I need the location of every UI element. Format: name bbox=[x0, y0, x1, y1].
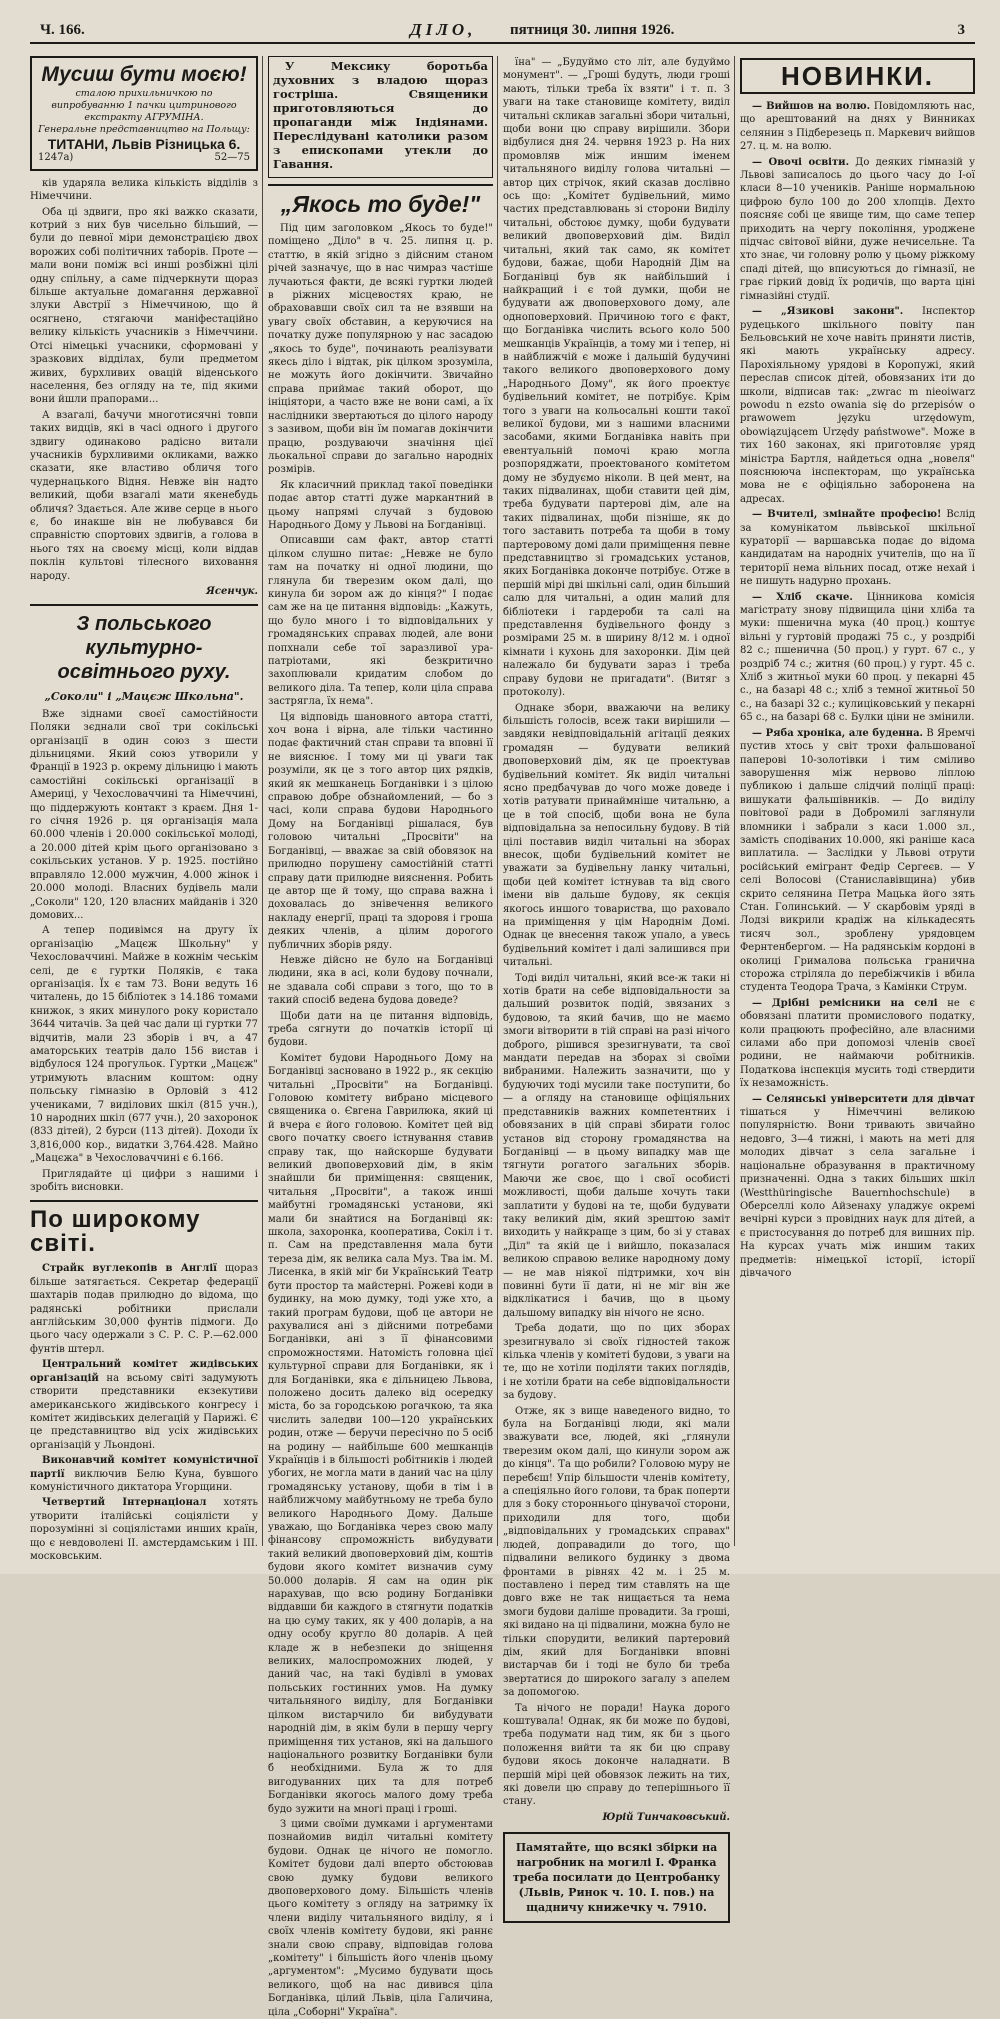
column-3 bbox=[503, 56, 730, 1915]
paragraph: Вже зіднами своєї самостійности Поляки зєднали свої три сокільські організації в один союз з шести дільницями. Який союз утворили у Франції в 1923 р. окрему дільницю і мають самостійні сокільські організації в Америці, у Чехословаччині та Німеччині, що піддержують контакт з краєм. Дня 1-го січня 1926 р. ця організація мала 60.000 членів і 20.000 сокільської молоді, а 20.000 дітей крім цього організовано з сокільських установ. У р. 1925. постійно вправляло 12.000 мужчин, 4.000 жінок і 20.000 молоді. Власних будівель мали „Соколи" 120, 120 власних майданів і 320 домових... bbox=[30, 708, 258, 921]
paragraph: Ця відповідь шановного автора статті, хоч вона і вірна, але тільки частинно подає фактичний стан справи та вповні її не вияснює. І тому ми ці уваги так розуміли, як це з того автор цих рядків, який як мешканець Богданівки і з цілою справою добре обзнайомлений, — бо з часі, коли справа будови Народнього Дому на Богданівці рішалася, був головою читальні „Просвіти" на Богданівці, — вважає за свій обовязок на прилюдно порушену самостійній статті справу дати прилюдне вияснення. Робить це автор ще й тому, що справа важна і доховалась до знівечення великого накладу енергії, праці та здоровя і гроша деяких членів, а цілим дорогого публичних зборів ряду. bbox=[268, 711, 493, 951]
paragraph: ків ударяла велика кількість відділів з Німеччини. bbox=[30, 177, 258, 203]
news-item bbox=[30, 1262, 258, 1356]
news-lead: Центральний комітет жидівських організацій bbox=[30, 1359, 258, 1384]
news-text: тішаться у Німеччині великою популярністю. Вони тривають звичайно недовго, 3—4 тижні, і мають на меті для молодих дівчат з села загальне і національне образування в практичному призначенні. Одна з таких більших шкіл (Westthüringische Bauernhochschule) в Оберселлі коло Айзенаху уладжує окремі вечірні курси з провідних наук для дітей, а є пристосування до потреб для вишних пір. На курсах учать між иншим таких предметів: німецької історії, історії дівчачого bbox=[740, 1107, 975, 1279]
issue-date: пятниця 30. липня 1926. bbox=[510, 22, 675, 38]
news-text: хотять утворити італійські соціялісти у порозумінні зі соціялістами инших країн, що є невдоволені ІІ. амстердамським і ІІІ. московським. bbox=[30, 1497, 258, 1562]
news-lead: — Рябa хроніка, але буденна. bbox=[752, 727, 924, 739]
paragraph: Щоби дати на це питання відповідь, треба сягнути до початків історії ці будови. bbox=[268, 1010, 493, 1049]
news-item bbox=[740, 156, 975, 303]
news-lead: — Хліб скаче. bbox=[752, 591, 853, 603]
news-item bbox=[740, 997, 975, 1091]
subheadline: „Соколи" і „Мацєж Школьна". bbox=[44, 690, 244, 704]
news-item bbox=[740, 508, 975, 588]
news-item bbox=[30, 1454, 258, 1494]
paragraph: Комітет будови Народнього Дому на Богданівці засновано в 1922 р., як секцію читальні „Просвіти" на Богданівці. Головою комітету вибрано місцевого священика о. Євгена Гаврилюка, який ці й вчера є його головою. Комітет цей від свого початку своєго істнування ставив справу так, що найскорше будувати великий двоповерховий дім, в якім знайшли би приміщення: священик, читальня „Просвіти", а також инші майбутні громадянські установи, які мали би знайтися на Богданівці як: школа, захоронка, кооператива, Сокіл і т. п. Сам на представлення мала бути тереза дім, як велика сала Муз. Тва ім. М. Лисенка, в якій міг би Український Театр бути простор та майстерні. Рожеві коди в будинку, на мою думку, тоді уже хто, а такий програм будови, щоб це автори не рахувалися ані з дійсними потребами Богданівки, ані з її фінансовими спроможностями. Натомість головна цієї культурної справи для Богданівки, як і для Богданівки, яка є дільницею Львова, положено досить далеко від осередку міста, бо за городською рогачкою, та яка числить заледви 100—120 українських родин, отже — беручи пересічно по 5 осіб на родину — найбільше 600 мешканців Українців і в більшості робітників і людей убогих, не могла мати в даний час на цілу громадянську установу, щоби в тім і в найближчому майбутньому не треба було великого Народнього Дому. Дальше уважаю, що Богданівка через свою малу фінансову спроможність вибудувати такий великий двоповерховий дім, коштів будови якого комітет визначив суму 50.000 доларів. Я сам на один рік нарахував, що всю родину Богданівки віддавши би каждого в стягнути податків на цю суму таких, як у 400 доларів, а на одну особу кругло 80 доларів. А цей кладе ж в небезпеки до зніщення великих, малоспроможних людей, у даний час, на такі будівлі в умовах польських гостинних умов. На думку читальняного виділу, для Богданівки цілком вистарчило би вибудувати народній дім, в якім були в першу чергу приміщення тих установ, які на дальшого національного розвитку Богданівки були б необхідними. Була ж то для вигодуванних цих та для потреб Богданівки якогось малого дому треба будо зужити на многі праці і гроші. bbox=[268, 1052, 493, 1815]
paragraph: Невже дійсно не було на Богданівці людини, яка в асі, коли будову почнали, не здавала собі справи з того, що то в такий спосіб ведена будова доведе? bbox=[268, 954, 493, 1007]
news-text: виключив Белю Куна, бувшого комуністичного диктатора Угорщини. bbox=[30, 1468, 258, 1493]
news-text: не є обовязані платити промислового податку, коли працюють професійно, але власними силами або при допомозі членів своєї родини, не наймаючи робітників. Податкова інспекція мусить тоді ствердити їх незаможність. bbox=[740, 997, 975, 1090]
news-lead: — Дрібні ремісники на селі bbox=[752, 997, 938, 1009]
news-item bbox=[740, 1093, 975, 1281]
column-2 bbox=[268, 56, 493, 2018]
column-1 bbox=[30, 56, 259, 1562]
headline-yakos-to-bude: „Якось то буде!" bbox=[280, 191, 481, 217]
news-text: До деяких гімназій у Львові записалось до цього часу до І-ої класи 8—10 учеників. Раніше нормальною цифрою було 100 до 200 хлопців. Дехто поясняє собі це явище тим, що саме тепер приходить на чергу покоління, уроджене підчас світової війни, дуже нечисельне. Та хто знає, чи головну ролю у цьому ріжкому спаді дітей, що вписуються до гімназії, не грає гіркий довід їх родичів, що варта ціні гімназійні студії. bbox=[740, 156, 975, 302]
column-divider bbox=[497, 56, 498, 1546]
paragraph: Як класичний приклад такої поведінки подає автор статті дуже маркантний в цьому напрямі случай з будовою Народнього Дому у Львові на Богданівці. bbox=[268, 479, 493, 531]
news-text: Вслід за комунікатом львівської шкільної кураторії — варшавська подає до відома кандидатам на народніх учителів, що на її території нема вільних посад, отже нехай і не пишуть надурно прохань. bbox=[740, 509, 975, 588]
ad-rep-name: ТИТАНИ, Львів Різницька 6. bbox=[47, 136, 241, 152]
column-divider bbox=[262, 56, 263, 1546]
headline-news: НОВИНКИ. bbox=[740, 58, 975, 94]
news-text: щораз більше затягається. Секретар федерації шахтарів подав прилюдно до відома, що радянські робітники прислали англійським 30,000 фунтів підмоги. До цього часу одержали з С. Р. С. Р.—62.000 фунтів штерл. bbox=[30, 1263, 259, 1355]
news-item bbox=[30, 1358, 258, 1452]
masthead bbox=[30, 20, 975, 44]
news-item bbox=[30, 1496, 258, 1563]
news-lead: Виконавчий комітет комуністичної партії bbox=[30, 1455, 258, 1480]
paragraph: Під цим заголовком „Якось то буде!" поміщено „Діло" в ч. 25. липня ц. р. статтю, в якій згідно з дійсним станом річей зазначує, що в нас чимраз частіше лучаються факти, де всякі гуртки людей в ріжних місцевостях краю, не обраховавши своїх сил та не взявши на увагу своїх обставин, а керуючися на початку дуже популярною у нас засадою „якось то буде", починають реалізувати якесь діло і відтак, рік цілком зрозуміла, не можуть його докінчити. Звичайно справа приймає такий оборот, що ініціятори, а часто вже не вони самі, а їх наслідники звертаються до цілого народу з зазивом, щоби він їм помагав докінчити працю, роздуваючи значіння цієї льокальної справи до загально народніх розмірів. bbox=[268, 223, 493, 476]
paragraph: їна" — „Будуймо сто літ, але будуймо монумент". — „Гроші будуть, люди гроші мають, тільки треба їх взяти" і т. п. З уваги на таке становище комітету, виділ читальні скликав загальні збори читальні, щоби вони цю справу вирішили. Збори відбулися дня 24. червня 1923 р. На них промовляв між иншим іменем читальняного виділу голова читальні — автор цих стрічок, який сказав дослівно ось що: „Комітет будівельний, мимо частих представлювань зі сторони Виділу читальні, обстоює думку, щоби будувати великий двоповерховий дім. Виділ читальні, який так само, як комітет будови, бажає, щоби Народній Дім на Богданівці був як найбільший і найкращий і є той думки, щоби не будувати аж двоповерхового дому, але одноповерховий. Причиною того є факт, що Богданівка числить всього коло 500 мешканців Українців, а тому ми і тепер, ні в найближчій є може і дальшій будучині такого великого двоповерхового дому „Народнього Дому", як його проектує будівельний комітет, не потрібує. Крім того з уваги на кольосальні кошти такої великої будови, ми з нашими власними засобами, якими Богданівка навіть при евентуальній помочі краю могла розпоряджати, проектованого комітетом дому не збудуємо ніколи. В цей мент, на таких підвалинах, щоби ставити цей дім, треба будувати партерові дім, але на таких підвалинах, щоби пізніше, як до того заставить потреба та щоби в тому партеровому домі дали приміщення певне представництво зі громадських установ, яких Богданівка доконче потрібує. Отже в першій мірі дві шкільні салі, один більший салю для читальні, а один малий для бібліотеки і гардероби та салі на представлення будівельного фонду з розмірами 25 м. в ширину 8/12 м. і одної кімнати і кухонь для захоронки. Дім цей належало би будувати зараз і треба справу будови не пригадати". (Витяг з протоколу). bbox=[503, 57, 730, 699]
ad-code bbox=[38, 151, 250, 164]
column-4 bbox=[740, 56, 975, 1556]
news-lead: — Селянські університети для дівчат bbox=[752, 1093, 975, 1105]
paragraph: Отже, як з вище наведеного видно, то була на Богданівці люди, які мали зважувати все, людей, які „глянули тверезим оком далі, що кинули зором аж до кінця". Та що робили? Головою муру не перебєш! Упір більшости членів комітету, а спеціяльно його голови, та брак поперти для з боку стороннього цінувачої сторони, приходили для того, щоби „відповідальних у громадських справах" людей, доправадили до того, що підвалини великого будинку з двома фронтами в рівнях 42 м. і 25 м. поставлено і перед тим ставлять на ще довго вже не так нищається та нема змоги будови даліше провадити. За гроші, які видано на ці підвалини, можна було не тільки спорудити, великий партеровий дім, який для Богданівки вповні вистарчав би і тоді не було би треба звертатися до широкого загалу з апелем за допомогою. bbox=[503, 1405, 730, 1699]
divider bbox=[30, 604, 258, 606]
divider bbox=[30, 1200, 258, 1202]
news-lead: Страйк вуглекопів в Англії bbox=[42, 1263, 217, 1275]
paragraph: А тепер подивімся на другу їх організацію „Мацєж Школьну" у Чехословаччині. Майже в кожнім чеськім селі, де є гуртки Поляків, є така організація. Їх є там 73. Вони ведуть 16 читалень, до 15 бібліотек з 14.186 томами книжок, з яких минулого року користало 3644 читачів. За цей час дали ці гуртки 77 відчитів, мали 23 зборів і вч, а 47 аматорських театрів дало 156 вистав і відбулося 124 прогульок. Гуртки „Мацєж" утримують власним коштом: одну польську гімназію в Орловій з 412 учениками, 7 виділових шкіл (815 учн.), 10 народних шкіл (677 учн.), 20 захоронок (833 дітей), 2 бурси (113 дітей). Доходи їх 3,816,000 кор., видатки 3,764.428. Майно „Мацєжа" в Чехословаччині є 6.166. bbox=[30, 925, 258, 1165]
franko-fund-notice: Памятайте, що всякі збірки на нагробник на могилі І. Франка треба посилати до Центробанку (Львів, Ринок ч. 10. І. пов.) на щадничу книжечку ч. 7910. bbox=[503, 1832, 730, 1923]
column-divider bbox=[734, 56, 735, 1546]
page-number: 3 bbox=[957, 22, 965, 38]
ad-code-left: 1247а) bbox=[38, 152, 74, 164]
paragraph: А взагалі, бачучи многотисячні товпи таких видців, які в часі одного і другого здвигу одинаково радісно витали учасників бурхливими окликами, важко сказати, яке властиво обличя того чудернацького Відня. Невже він надто великий, щоби взагалі мати якенебудь обличя? Здається. Але живе серце в нього є, бо инакше він не любувався би справністю спортових здвигів, а голова в нього тях на своєму місці, коли віддав поклін культові тілесного виховання народу. bbox=[30, 409, 258, 582]
paragraph: Оба ці здвиги, про які важко сказати, котрий з них був чисельно більший, — були до певної міри демонстрацією двох ворожих собі політичних таборів. Проте — мали вони поміж всі инші розбіжні цілі одну спільну, а саме підчеркнути щораз більше актуальне домагання державної злуки Австрії з Німеччиною, що й осягнено, стягаючи маніфестаційно велику кількість учасників з Німеччини. Отсі німецькі учасники, сформовані у зразкових відділах, були предметом живих, бурхливих овацій віденського населення, без огляду на те, під якими вони йшли прапорами... bbox=[30, 206, 258, 406]
paragraph: Треба додати, що по цих зборах зрезигнувало зі своїх гідностей також кількa членів у комітеті будови, з уваги на те, що не хотіли поділяти таких поглядів, і не хотіли брати на себе відповідальности за будову. bbox=[503, 1323, 730, 1402]
news-text: В Яремчі пустив хтось у світ трохи фальшованої паперові 10-золотівки і тим сміливо заворушення між нервово ліплою публикою і дальше слідчий поліції праці: вишукати фальшівників. — До виділу повітової ради в Добромилі заглянули вломники і забрали з каси 1.000 зл., замість сподіваних 10.000, які раніше каса виплатила. — Заслідки у Львові отрути російський емігрант Федір Сергеєв. — У селі Волосові (Станиславівщина) убив скрито селянина Петра Мацька його зять Стан. Голинський. — У скарбовім уряді в Лодзі викрили крадіж на кількадесять тисяч зол., зроблену урядовцем Фернтенбергом. — На радянськім кордоні в околиці Грималова польська гранична сторожа стріляла до перебіжчиків і вбила студента Теодора Трача, з Камінки Струм. bbox=[740, 727, 975, 994]
news-text: Повідомляють нас, що арештований на днях у Винниках селянин з Підберезець п. Маркевич вийшов 27. ц. м. на волю. bbox=[740, 101, 975, 153]
divider bbox=[268, 184, 493, 186]
ad-code-right: 52—75 bbox=[214, 152, 250, 164]
news-item bbox=[740, 100, 975, 154]
news-lead: — Вийшов на волю. bbox=[752, 101, 871, 112]
advertisement-agrumin bbox=[30, 56, 258, 171]
paragraph: Приглядайте ці цифри з нашими і зробіть висновки. bbox=[30, 1168, 258, 1194]
signature: Ясенчук. bbox=[206, 586, 258, 597]
news-lead: Четвертий Інтернаціонал bbox=[42, 1497, 207, 1509]
paragraph: Та нічого не поради! Наука дорого коштувала! Однак, як би може по будові, треба подумати над тим, як би з цього положення вийти та як би цю справу будови якось доконче наладнати. В першій мірі цей обовязок лежить на тих, які довели цю справу до теперішнього її стану. bbox=[503, 1702, 730, 1808]
paragraph: Описавши сам факт, автор статті цілком слушно питає: „Невже не було там на початку ні одної людини, що глянула би тверезим оком далі, що кинула би зором аж до кінця?" І подає сам же на це питання відповідь: „Кажуть, що було многo і то відповідальних у громадянських справах людей, але вони попхнали себе тої заразливої ура-патріотами, які безкритично захоплювали кридатим слобом до великого діла. Та тепер, коли ціла справа застрягла, їх нема". bbox=[268, 535, 493, 708]
news-lead: — Овочі освіти. bbox=[752, 156, 850, 168]
mexico-note bbox=[268, 56, 493, 178]
ad-rep-label: Генеральне представництво на Польщу: bbox=[38, 124, 250, 135]
newspaper-title: ДІЛО, bbox=[410, 20, 477, 39]
issue-number: Ч. 166. bbox=[40, 22, 85, 38]
news-item bbox=[740, 591, 975, 725]
ad-headline: Мусиш бути моєю! bbox=[41, 63, 247, 86]
mexico-text: У Мексику боротьба духовних з владою щораз гострішa. Священики приготовляються до пропаганди між Індіянами. Переслідувані католики разом з епископами утекли до Гавання. bbox=[273, 59, 488, 171]
news-lead: — Вчителі, змінайте професію! bbox=[752, 509, 942, 521]
news-text: Інспектор рудецького шкільного повіту пан Бельовський не хоче навіть приняти листів, які мають українську адресу. Парохіяльному урядові в Коропужі, який переслав список дітей, обовязаних іти до школи, відписав так: „zwrac m nieoiwarz powodu n ezsto owania się do przepisów o prawowem języku urzędowym, obowiązującem Urzędy państwowe". Може в тих 160 законах, які приготовляє уряд міністра Бартля, найдеться одна „новеля" пояснююча інспекторам, що українська мова не є офіціяльно заборонена на адресах. bbox=[740, 306, 975, 505]
headline-world: По широкому світі. bbox=[30, 1206, 201, 1258]
paragraph: Однаке збори, вважаючи на велику більшість голосів, всеж таки вирішили — завдяки невідповідальній агітації деяких громадян — будувати великий двоповерховий дім, як це проектував будівельний комітет. Як виділ читальні ясно предбачував до чого може доведе і хотів ратувати принаймніше читальню, а це в той спосіб, щоби вона не була відповідальна за непосильну будову. В тій цілі поставив виділ читальні на зборах внесок, щоби будівельний комітет не уважати за будівельну ланку читальні, щоби цей комітет істнував та від свого імени вів дальше будову, як секція якогось иншого товариства, що раховало на приміщення у цім Народнім Домі. Однак це внесення також упало, а увесь будівельний комітет і далі залишився при читальні. bbox=[503, 702, 730, 969]
news-text: на всьому світі задумують створити представники екзекутиви американського жидівського конгресу і комітет жидівських делегацій у Парижі. Є це представництво від усіх жидівських організацій у Льондоні. bbox=[30, 1372, 258, 1451]
ad-body: сталою прихильничкою по випробуванню 1 пачки цитринового екстракту АГРУМІНА. bbox=[51, 88, 237, 123]
headline-polish-movement: З польського культурно-освітнього руху. bbox=[57, 613, 231, 684]
news-item bbox=[740, 727, 975, 995]
news-lead: — „Язикові закони". bbox=[752, 306, 904, 318]
paragraph: З цими своїми думками і аргументами познайомив виділ читальні комітету будови. Однак це нічого не помогло. Комітет будови далі вперто обстоював свою думку будови великого двоповерхового дому. Більшість членів цього комітету з огляду на затримку їх члени виділу читальняного виділу, я і своїх членів комітету будови, які раннє знали свою справу, відповідав голова „комітету" і більшість його членів цьому „аргументом": „Мусимо будувати щось великого, щоб на нас дивився ціла Богданівка, цілий Львів, ціла Галичина, ціла „Соборні" Україна". bbox=[268, 1818, 493, 2018]
signature: Юрій Тинчаковський. bbox=[602, 1811, 730, 1823]
paragraph: Тоді виділ читальні, який все-ж таки ні хотів брати на себе відповідальности за дальший розвиток подій, звязаних з будовою, та який бачив, що не маємо змоги вітворити в тій справі на разі нічого доброго, рішився зрезигнувати, та свої мандати передав на зборах зі своїми вибраними. Належить зазначити, що у будуючих тоді мусили таке поступити, бо — а огляду на становище офіціяльних представників важних компетентних і обовязаних в цій справі збирати голос установ від сторону громадянства на Богданівці — в цьому випадку мав ще тягнути рогатого загальних зборів. Маючи же своє, що і свої особисті можливості, щоби дальше хочуть таки заплатити у будові на те, щоби будувати таку великий дім, який зрештою заміт виходить у найкраще з цим, бо зі у ставах „Діл" та якій це і вийшло, показалася великою справою велике народному дому — не мав ніякої підтримки, хоч він повинні бути її дати, ні не міг він же відклікатися і бачив, що в цьому дальшому випадку він нічого не ясно. bbox=[503, 972, 730, 1319]
news-item bbox=[740, 305, 975, 506]
news-text: Цінникова комісія магістрату знову підвищила ціни хліба та муки: пшенична мука (40 проц.) коштує вільні у гуртовій продажі 75 с., у роздрібі 82 с.; пшенична (50 проц.) у гурт. 67 с., у роздріб 74 с.; житня (60 проц.) у гурт. 45 с. Хліб з житньої муки 60 проц. у пекарні 45 с., на базарі 48 с.; хліб з темної житньої 50 с., на базарі 32 с.; кулиціковський у пекарні 65 с., на базарі 68 с. Булки ціни не змінили. bbox=[740, 591, 975, 724]
